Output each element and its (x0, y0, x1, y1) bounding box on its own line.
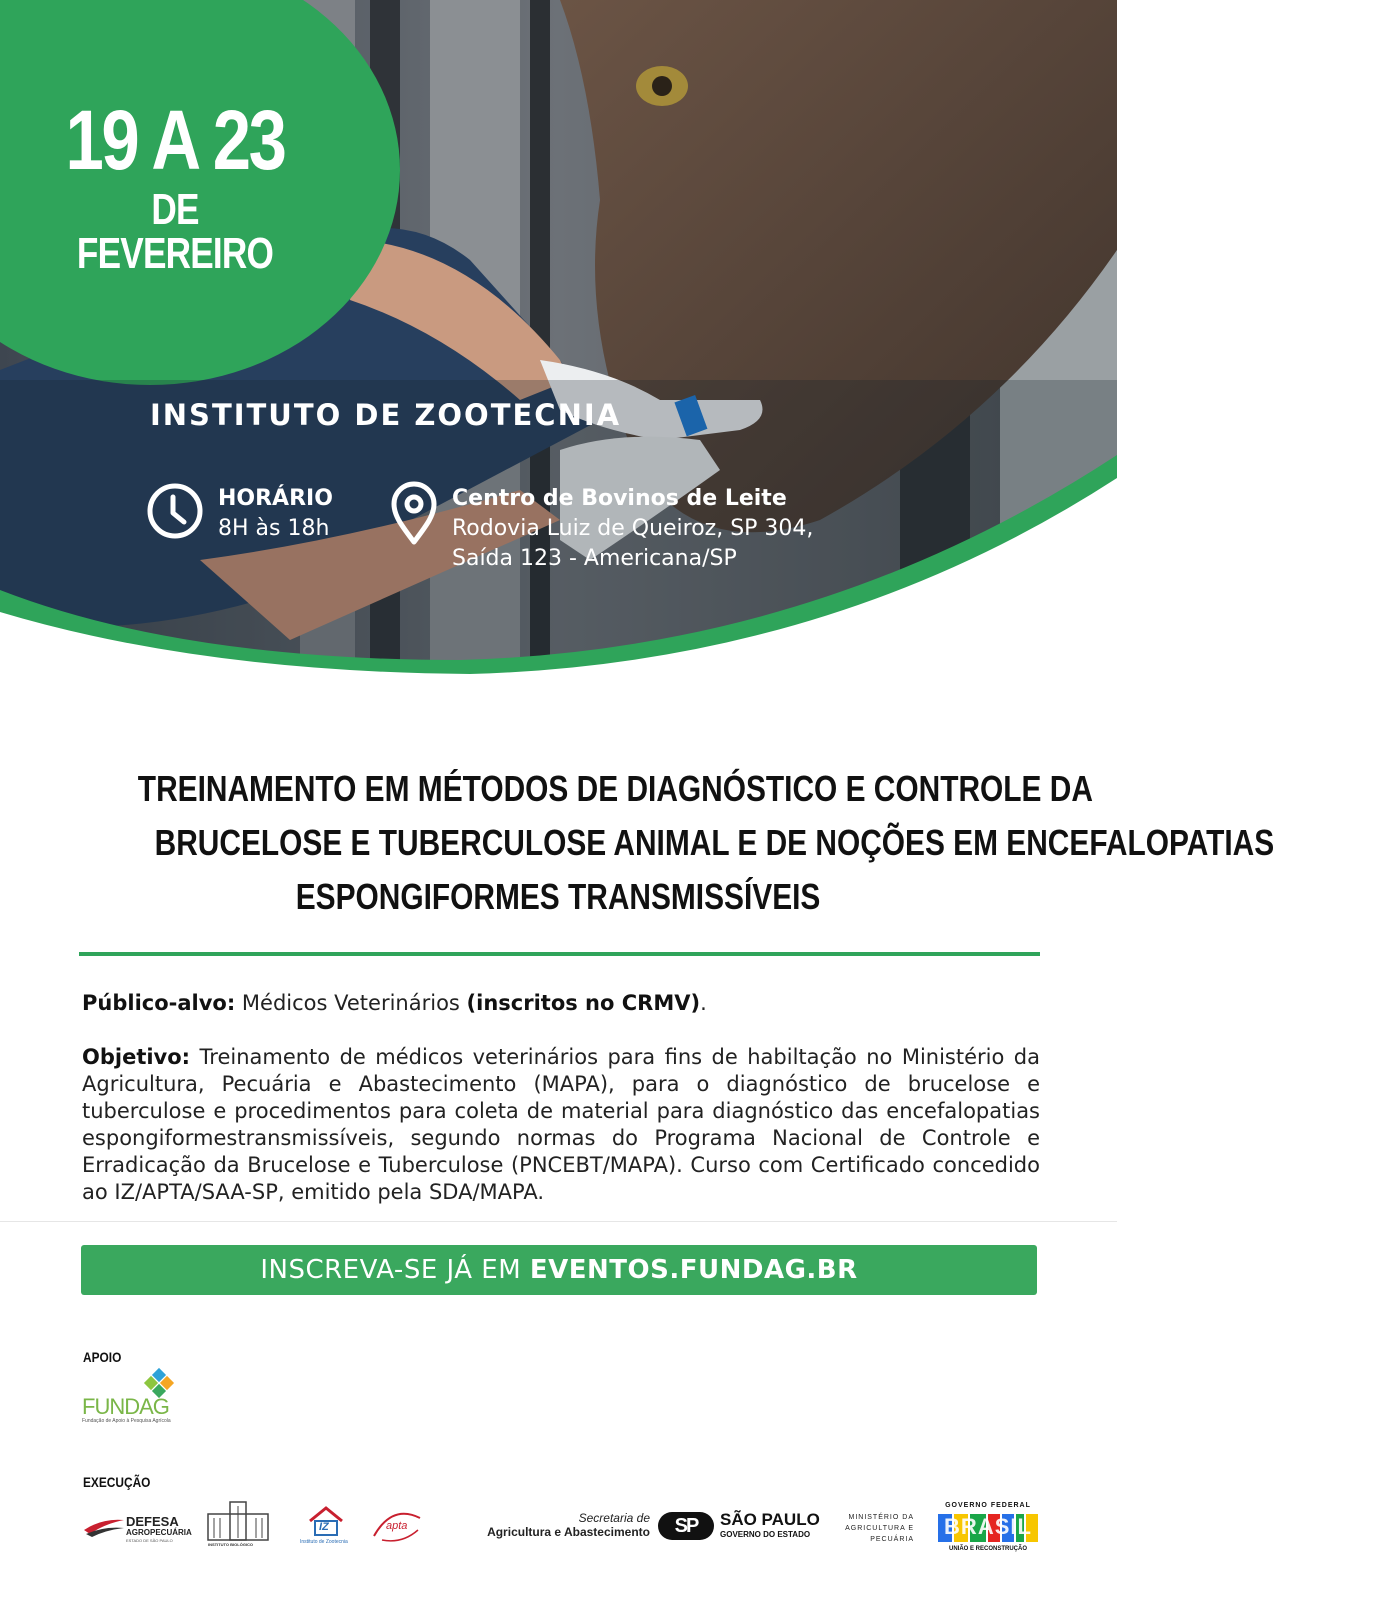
ministerio-line2: AGRICULTURA E (845, 1525, 914, 1532)
ministerio-line3: PECUÁRIA (870, 1536, 914, 1543)
location-name: Centro de Bovinos de Leite (452, 486, 787, 511)
secretaria-line2: Agricultura e Abastecimento (487, 1525, 650, 1539)
gov-bottom: UNIÃO E RECONSTRUÇÃO (948, 1546, 1027, 1552)
event-dates (30, 93, 320, 278)
divider (79, 952, 1040, 956)
title-line-2: BRUCELOSE E TUBERCULOSE ANIMAL E DE NOÇÕES EM ENCEFALOPATIAS (154, 822, 1275, 863)
governo-sp-logo (658, 1510, 830, 1546)
iz-name: Instituto de Zootecnia (300, 1539, 348, 1545)
location-line1: Rodovia Luiz de Queiroz, SP 304, (452, 516, 814, 541)
apta-logo (372, 1508, 422, 1544)
course-title (40, 762, 1275, 924)
secretaria-line1: Secretaria de (578, 1511, 650, 1525)
location-pin-icon (390, 482, 438, 546)
governo-federal-logo (938, 1502, 1048, 1554)
ministerio-line1: MINISTÉRIO DA (848, 1514, 914, 1521)
ministerio-agricultura-logo (842, 1512, 914, 1546)
date-month: DE FEVEREIRO (76, 185, 274, 278)
objective-label: Objetivo: (82, 1045, 191, 1069)
schedule-info (218, 484, 333, 544)
audience-end: . (700, 991, 707, 1015)
signup-prefix: INSCREVA-SE JÁ EM (260, 1255, 530, 1285)
defesa-line3: ESTADO DE SÃO PAULO (126, 1538, 173, 1543)
target-audience (82, 990, 1040, 1017)
location-info (452, 484, 813, 574)
sp-mark: SP (658, 1512, 714, 1540)
section-separator (0, 1221, 1117, 1222)
clock-icon (146, 482, 204, 540)
biologico-building-icon (206, 1500, 270, 1542)
fundag-logo (82, 1370, 202, 1422)
fundag-tagline: Fundação de Apoio à Pesquisa Agrícola (82, 1418, 171, 1424)
signup-banner[interactable] (81, 1245, 1037, 1295)
apta-wordmark: apta (386, 1520, 408, 1532)
schedule-label: HORÁRIO (218, 486, 333, 511)
fundag-wordmark: FUNDAG (82, 1394, 169, 1419)
location-line2: Saída 123 - Americana/SP (452, 546, 737, 571)
institute-name: INSTITUTO DE ZOOTECNIA (150, 398, 622, 432)
gov-brasil: BRASIL (944, 1514, 1032, 1539)
instituto-biologico-logo (206, 1500, 270, 1550)
title-line-1: TREINAMENTO EM MÉTODOS DE DIAGNÓSTICO E CONTROLE DA (137, 768, 1093, 809)
support-label: APOIO (83, 1349, 122, 1365)
biologico-name: INSTITUTO BIOLÓGICO (208, 1542, 254, 1547)
gov-top: GOVERNO FEDERAL (945, 1502, 1031, 1509)
sp-line1: SÃO PAULO (720, 1510, 820, 1529)
objective-text: Treinamento de médicos veterinários para fins de habiltação no Ministério da Agricultura, Pecuária e Abastecimento (MAPA), para o diagnóstico de brucelose e tuberculose e procedimentos para coleta de material para diagnóstico das encefalopatias espongiformestransmissíveis, segundo normas do Programa Nacional de Controle e Erradicação da Brucelose e Tuberculose (PNCEBT/MAPA). Curso com Certificado concedido ao IZ/APTA/SAA-SP, emitido pela SDA/MAPA. (82, 1045, 1040, 1204)
execution-label: EXECUÇÃO (83, 1474, 151, 1490)
instituto-zootecnia-logo (300, 1505, 352, 1549)
date-range: 19 A 23 (65, 93, 285, 187)
hero-banner (0, 0, 1117, 680)
objective (82, 1044, 1040, 1206)
signup-link[interactable]: EVENTOS.FUNDAG.BR (529, 1255, 858, 1285)
audience-emphasis: (inscritos no CRMV) (466, 991, 701, 1015)
schedule-value: 8H às 18h (218, 516, 330, 541)
defesa-line2: AGROPECUÁRIA (126, 1528, 192, 1537)
audience-label: Público-alvo: (82, 991, 236, 1015)
defesa-swoosh-icon (82, 1516, 126, 1538)
sp-line2: GOVERNO DO ESTADO (720, 1530, 811, 1539)
secretaria-agricultura-logo (450, 1511, 650, 1545)
title-line-3: ESPONGIFORMES TRANSMISSÍVEIS (296, 876, 821, 917)
audience-text: Médicos Veterinários (235, 991, 467, 1015)
iz-mark: IZ (319, 1521, 329, 1533)
defesa-agropecuaria-logo (82, 1510, 192, 1546)
defesa-line1: DEFESA (126, 1514, 179, 1529)
